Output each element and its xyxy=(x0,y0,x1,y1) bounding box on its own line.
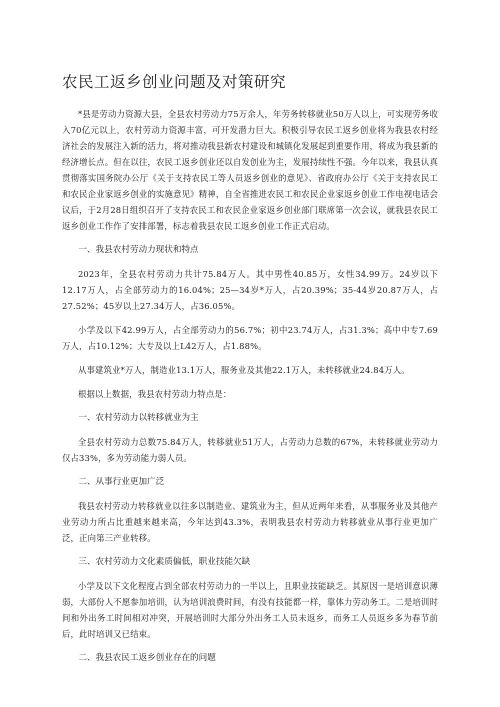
section-heading-2: 二、我县农民工返乡创业存在的问题 xyxy=(78,653,216,663)
document-title: 农民工返乡创业问题及对策研究 xyxy=(62,73,287,91)
section-heading-1: 一、我县农村劳动力现状和特点 xyxy=(78,245,199,255)
subheading-education: 三、农村劳动力文化素质偏低，职业技能欠缺 xyxy=(78,557,251,567)
education-paragraph: 小学及以下文化程度占到全部农村劳动力的一半以上，且职业技能缺乏。其原因一是培训意识薄弱，大部份人不愿参加培训，认为培训浪费时间，有没有技能都一样，靠体力劳动务工。二是培训时间和外出务工时间相对冲突，开展培训时大部分外出务工人员未返乡，而务工人员返乡多为春节前后，此时培训又已结束。 xyxy=(62,581,438,639)
education-stats-paragraph: 小学及以下42.99万人，占全部劳动力的56.7%；初中23.74万人，占31.3%；高中中专7.69万人，占10.12%；大专及以上L42万人，占1.88%。 xyxy=(62,325,438,351)
labor-stats-paragraph: 2023年，全县农村劳动力共计75.84万人。其中男性40.85万，女性34.99万。24岁以下12.17万人，占全部劳动力的16.04%；25—34岁*万人，占20.39%；35-44岁20.87万人，占27.52%；45岁以上27.34万人，占36.05%。 xyxy=(62,269,438,311)
industry-stats-paragraph: 从事建筑业*万人，制造业13.1万人，服务业及其他22.1万人，未转移就业24.84万人。 xyxy=(77,365,410,375)
characteristics-intro: 根据以上数据，我县农村劳动力特点是： xyxy=(77,389,232,399)
subheading-industries: 二、从事行业更加广泛 xyxy=(78,477,165,487)
transfer-paragraph: 全县农村劳动力总数75.84万人，转移就业51万人，占劳动力总数的67%，未转移就业劳动力仅占33%，多为劳动能力弱人员。 xyxy=(62,437,438,463)
intro-paragraph: *县是劳动力资源大县，全县农村劳动力75万余人，年劳务转移就业50万人以上，可实现劳务收入70亿元以上，农村劳动力资源丰富，可开发潜力巨大。积极引导农民工返乡创业将为我县农村经济社会的发展注入新的活力，将对推动我县新农村建设和城镇化发展起到重要作用，将成为我县新的经济增长点。但在以往，农民工返乡创业还以自发创业为主，发展持续性不强。今年以来，我县认真贯彻落实国务院办公厅《关于支持农民工等人员返乡创业的意见》、省政府办公厅《关于支持农民工和农民企业家返乡创业的实施意见》精神，自全省推进农民工和农民企业家返乡创业工作电视电话会议后，于2月28日组织召开了支持农民工和农民企业家返乡创业部门联席第一次会议，就我县农民工返乡创业工作作了安排部署，标志着我县农民工返乡创业工作正式启动。 xyxy=(62,109,438,231)
subheading-transfer: 一、农村劳动力以转移就业为主 xyxy=(78,413,199,423)
industries-paragraph: 我县农村劳动力转移就业以往多以制造业、建筑业为主，但从近两年来看，从事服务业及其他产业劳动力所占比重越来越来高，今年达到43.3%，表明我县农村劳动力转移就业从事行业更加广泛，正向第三产业转移。 xyxy=(62,501,438,543)
